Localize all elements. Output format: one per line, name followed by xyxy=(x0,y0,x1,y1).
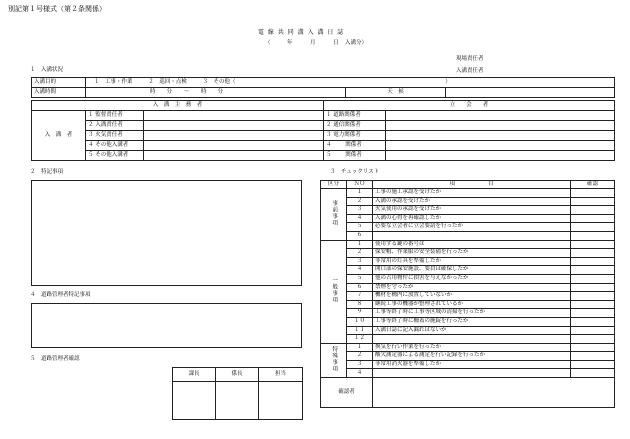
checklist-item: 工事の施工承認を受けたか xyxy=(373,189,571,198)
site-manager-label: 現場責任者 xyxy=(456,56,484,62)
confirmer-label: 確認者 xyxy=(321,378,373,408)
checklist-no: ３ xyxy=(347,206,373,215)
checklist-no: ５ xyxy=(347,274,373,283)
checklist-category: 特殊事項 xyxy=(321,343,347,377)
checklist-row xyxy=(321,292,615,301)
checklist-row xyxy=(321,369,615,378)
checklist-no: ６ xyxy=(347,231,373,240)
weather-label: 天 候 xyxy=(346,88,446,98)
checklist-no: ２ xyxy=(347,352,373,361)
checklist-item: 入溝日誌に記入漏れはないか xyxy=(373,326,571,335)
section3-heading: ３ チェックリスト xyxy=(330,169,380,175)
document-title: 電 線 共 同 溝 入 溝 日 誌 xyxy=(258,29,345,36)
checklist-check-field[interactable] xyxy=(571,257,615,266)
section4-heading: ４ 道路管理者特記事項 xyxy=(30,292,91,298)
section5-heading: ５ 道路管理者確認 xyxy=(30,356,80,362)
witness-name-field[interactable] xyxy=(386,131,615,141)
entrant-table xyxy=(31,100,615,161)
purpose-label: 入溝目的 xyxy=(32,78,86,88)
checklist-check-field[interactable] xyxy=(571,309,615,318)
checklist-item xyxy=(373,335,571,344)
checklist-row xyxy=(321,360,615,369)
checklist-item xyxy=(373,369,571,378)
checklist-row xyxy=(321,274,615,283)
entrant-name-field[interactable] xyxy=(144,131,324,141)
witness-header: 立 会 者 xyxy=(324,101,615,111)
entrant-role: １ 監督責任者 xyxy=(86,111,144,121)
checklist-check-field[interactable] xyxy=(571,206,615,215)
checklist-item: 機材を構内に放置していないか xyxy=(373,292,571,301)
entrant-role: ２ 入溝責任者 xyxy=(86,121,144,131)
checklist-no: ９ xyxy=(347,309,373,318)
checklist-item: 入溝の心得を再確認したか xyxy=(373,214,571,223)
checklist-check-field[interactable] xyxy=(571,360,615,369)
entrant-row xyxy=(32,121,615,131)
checklist-check-field[interactable] xyxy=(571,223,615,232)
col-item: 項 目 xyxy=(373,181,571,189)
special-notes-box[interactable] xyxy=(31,180,302,286)
checklist-row xyxy=(321,214,615,223)
checklist-item: 火気使用の承認を受けたか xyxy=(373,206,571,215)
time-label: 入溝時間 xyxy=(32,88,86,98)
purpose-row xyxy=(32,78,615,88)
checklist-row xyxy=(321,189,615,198)
checklist-check-field[interactable] xyxy=(571,300,615,309)
checklist-row xyxy=(321,240,615,249)
witness-role: ２ 通信関係者 xyxy=(324,121,386,131)
stamp-header-subchief: 係長 xyxy=(216,368,259,382)
entrant-name-field[interactable] xyxy=(144,121,324,131)
stamp-field-subchief[interactable] xyxy=(216,382,259,420)
witness-name-field[interactable] xyxy=(386,141,615,151)
stamp-header-chief: 課長 xyxy=(173,368,216,382)
checklist-check-field[interactable] xyxy=(571,197,615,206)
checklist-row xyxy=(321,300,615,309)
checklist-item: 使用する鍵の番号は xyxy=(373,240,571,249)
checklist-category: 事前事項 xyxy=(321,189,347,241)
checklist-item: 開口部の保安施設、要員は確保したか xyxy=(373,266,571,275)
checklist-item: 酸欠測定器による測定を行い記録を行ったか xyxy=(373,352,571,361)
checklist-no: ３ xyxy=(347,360,373,369)
checklist-check-field[interactable] xyxy=(571,266,615,275)
checklist-check-field[interactable] xyxy=(571,274,615,283)
entrant-role: ５ その他入溝者 xyxy=(86,151,144,161)
checklist-no: １１ xyxy=(347,326,373,335)
approval-stamp-table xyxy=(172,367,303,420)
witness-name-field[interactable] xyxy=(386,121,615,131)
entrant-name-field[interactable] xyxy=(144,141,324,151)
witness-role: ３ 電力関係者 xyxy=(324,131,386,141)
checklist-item: 禁煙を守ったか xyxy=(373,283,571,292)
checklist-item: 他の占用物件に損害を与えなかったか xyxy=(373,274,571,283)
checklist-row xyxy=(321,231,615,240)
checklist-row xyxy=(321,206,615,215)
time-row xyxy=(32,88,615,98)
checklist-item: 入溝の承認を受けたか xyxy=(373,197,571,206)
confirmer-field[interactable] xyxy=(373,378,615,408)
checklist-row xyxy=(321,317,615,326)
col-no: ＮＯ xyxy=(347,181,373,189)
checklist-row xyxy=(321,257,615,266)
checklist-item: 工事等終了時に工事等区域の清掃を行ったか xyxy=(373,309,571,318)
witness-role: ５ 関係者 xyxy=(324,151,386,161)
checklist-item xyxy=(373,231,571,240)
checklist-check-field[interactable] xyxy=(571,343,615,352)
checklist-table xyxy=(320,180,615,408)
checklist-no: ２ xyxy=(347,249,373,258)
witness-name-field[interactable] xyxy=(386,151,615,161)
checklist-row xyxy=(321,352,615,361)
checklist-row xyxy=(321,266,615,275)
weather-field[interactable] xyxy=(446,88,615,98)
checklist-row xyxy=(321,343,615,352)
checklist-no: １ xyxy=(347,189,373,198)
checklist-check-field[interactable] xyxy=(571,283,615,292)
checklist-row xyxy=(321,326,615,335)
witness-name-field[interactable] xyxy=(386,111,615,121)
checklist-item: 非常用の灯具を準備したか xyxy=(373,257,571,266)
checklist-no: １ xyxy=(347,343,373,352)
road-admin-notes-box[interactable] xyxy=(31,303,302,348)
checklist-check-field[interactable] xyxy=(571,292,615,301)
entrant-row xyxy=(32,141,615,151)
entrant-row xyxy=(32,131,615,141)
entrant-label: 入 溝 者 xyxy=(32,111,86,161)
section2-heading: ２ 特記事項 xyxy=(30,169,64,175)
entrant-name-field[interactable] xyxy=(144,151,324,161)
entrant-row xyxy=(32,151,615,161)
checklist-no: ７ xyxy=(347,292,373,301)
purpose-options[interactable]: １ 工事・作業 ２ 巡回・点検 ３ その他（ ） xyxy=(86,78,615,88)
entrant-header: 入 溝 主 務 者 xyxy=(32,101,324,111)
checklist-no: １２ xyxy=(347,335,373,344)
entry-manager-label: 入溝責任者 xyxy=(456,68,484,74)
col-category: 区分 xyxy=(321,181,347,189)
checklist-row xyxy=(321,249,615,258)
checklist-row xyxy=(321,223,615,232)
checklist-item: 必要な立会者に立会要請を行ったか xyxy=(373,223,571,232)
checklist-row xyxy=(321,335,615,344)
checklist-row xyxy=(321,283,615,292)
checklist-item: 工事等終了時に柵蓋の施錠を行ったか xyxy=(373,317,571,326)
entrant-role: ３ 火気責任者 xyxy=(86,131,144,141)
section1-heading: １ 入溝状況 xyxy=(30,67,64,73)
checklist-item: 非常用消火器を準備したか xyxy=(373,360,571,369)
stamp-header-staff: 担当 xyxy=(259,368,303,382)
checklist-no: ４ xyxy=(347,369,373,378)
entrant-name-field[interactable] xyxy=(144,111,324,121)
witness-role: １ 道路関係者 xyxy=(324,111,386,121)
stamp-field-chief[interactable] xyxy=(173,382,216,420)
checklist-no: ６ xyxy=(347,283,373,292)
checklist-item: 継続工事の機器が整理されているか xyxy=(373,300,571,309)
checklist-row xyxy=(321,309,615,318)
checklist-check-field[interactable] xyxy=(571,317,615,326)
checklist-no: ５ xyxy=(347,223,373,232)
checklist-item: 換気を行い作業を行ったか xyxy=(373,343,571,352)
checklist-check-field[interactable] xyxy=(571,231,615,240)
checklist-check-field[interactable] xyxy=(571,335,615,344)
checklist-no: １ xyxy=(347,240,373,249)
checklist-check-field[interactable] xyxy=(571,249,615,258)
checklist-check-field[interactable] xyxy=(571,240,615,249)
col-check: 確認 xyxy=(571,181,615,189)
checklist-check-field[interactable] xyxy=(571,352,615,361)
checklist-item: 保安帽、作業服の安全装備を行ったか xyxy=(373,249,571,258)
checklist-no: ３ xyxy=(347,257,373,266)
checklist-check-field[interactable] xyxy=(571,214,615,223)
checklist-check-field[interactable] xyxy=(571,326,615,335)
checklist-category: 一般事項 xyxy=(321,240,347,343)
witness-role: ４ 関係者 xyxy=(324,141,386,151)
entrant-row xyxy=(32,111,615,121)
checklist-check-field[interactable] xyxy=(571,189,615,198)
checklist-check-field[interactable] xyxy=(571,369,615,378)
checklist-row xyxy=(321,197,615,206)
checklist-no: ８ xyxy=(347,300,373,309)
time-field[interactable]: 時 分 ～ 時 分 xyxy=(86,88,346,98)
entry-status-table xyxy=(31,77,615,98)
checklist-no: ２ xyxy=(347,197,373,206)
checklist-no: ４ xyxy=(347,266,373,275)
checklist-no: ４ xyxy=(347,214,373,223)
stamp-field-staff[interactable] xyxy=(259,382,303,420)
checklist-no: １０ xyxy=(347,317,373,326)
form-label: 別記第１号様式（第２条関係） xyxy=(8,5,106,13)
entrant-role: ４ その他入溝者 xyxy=(86,141,144,151)
